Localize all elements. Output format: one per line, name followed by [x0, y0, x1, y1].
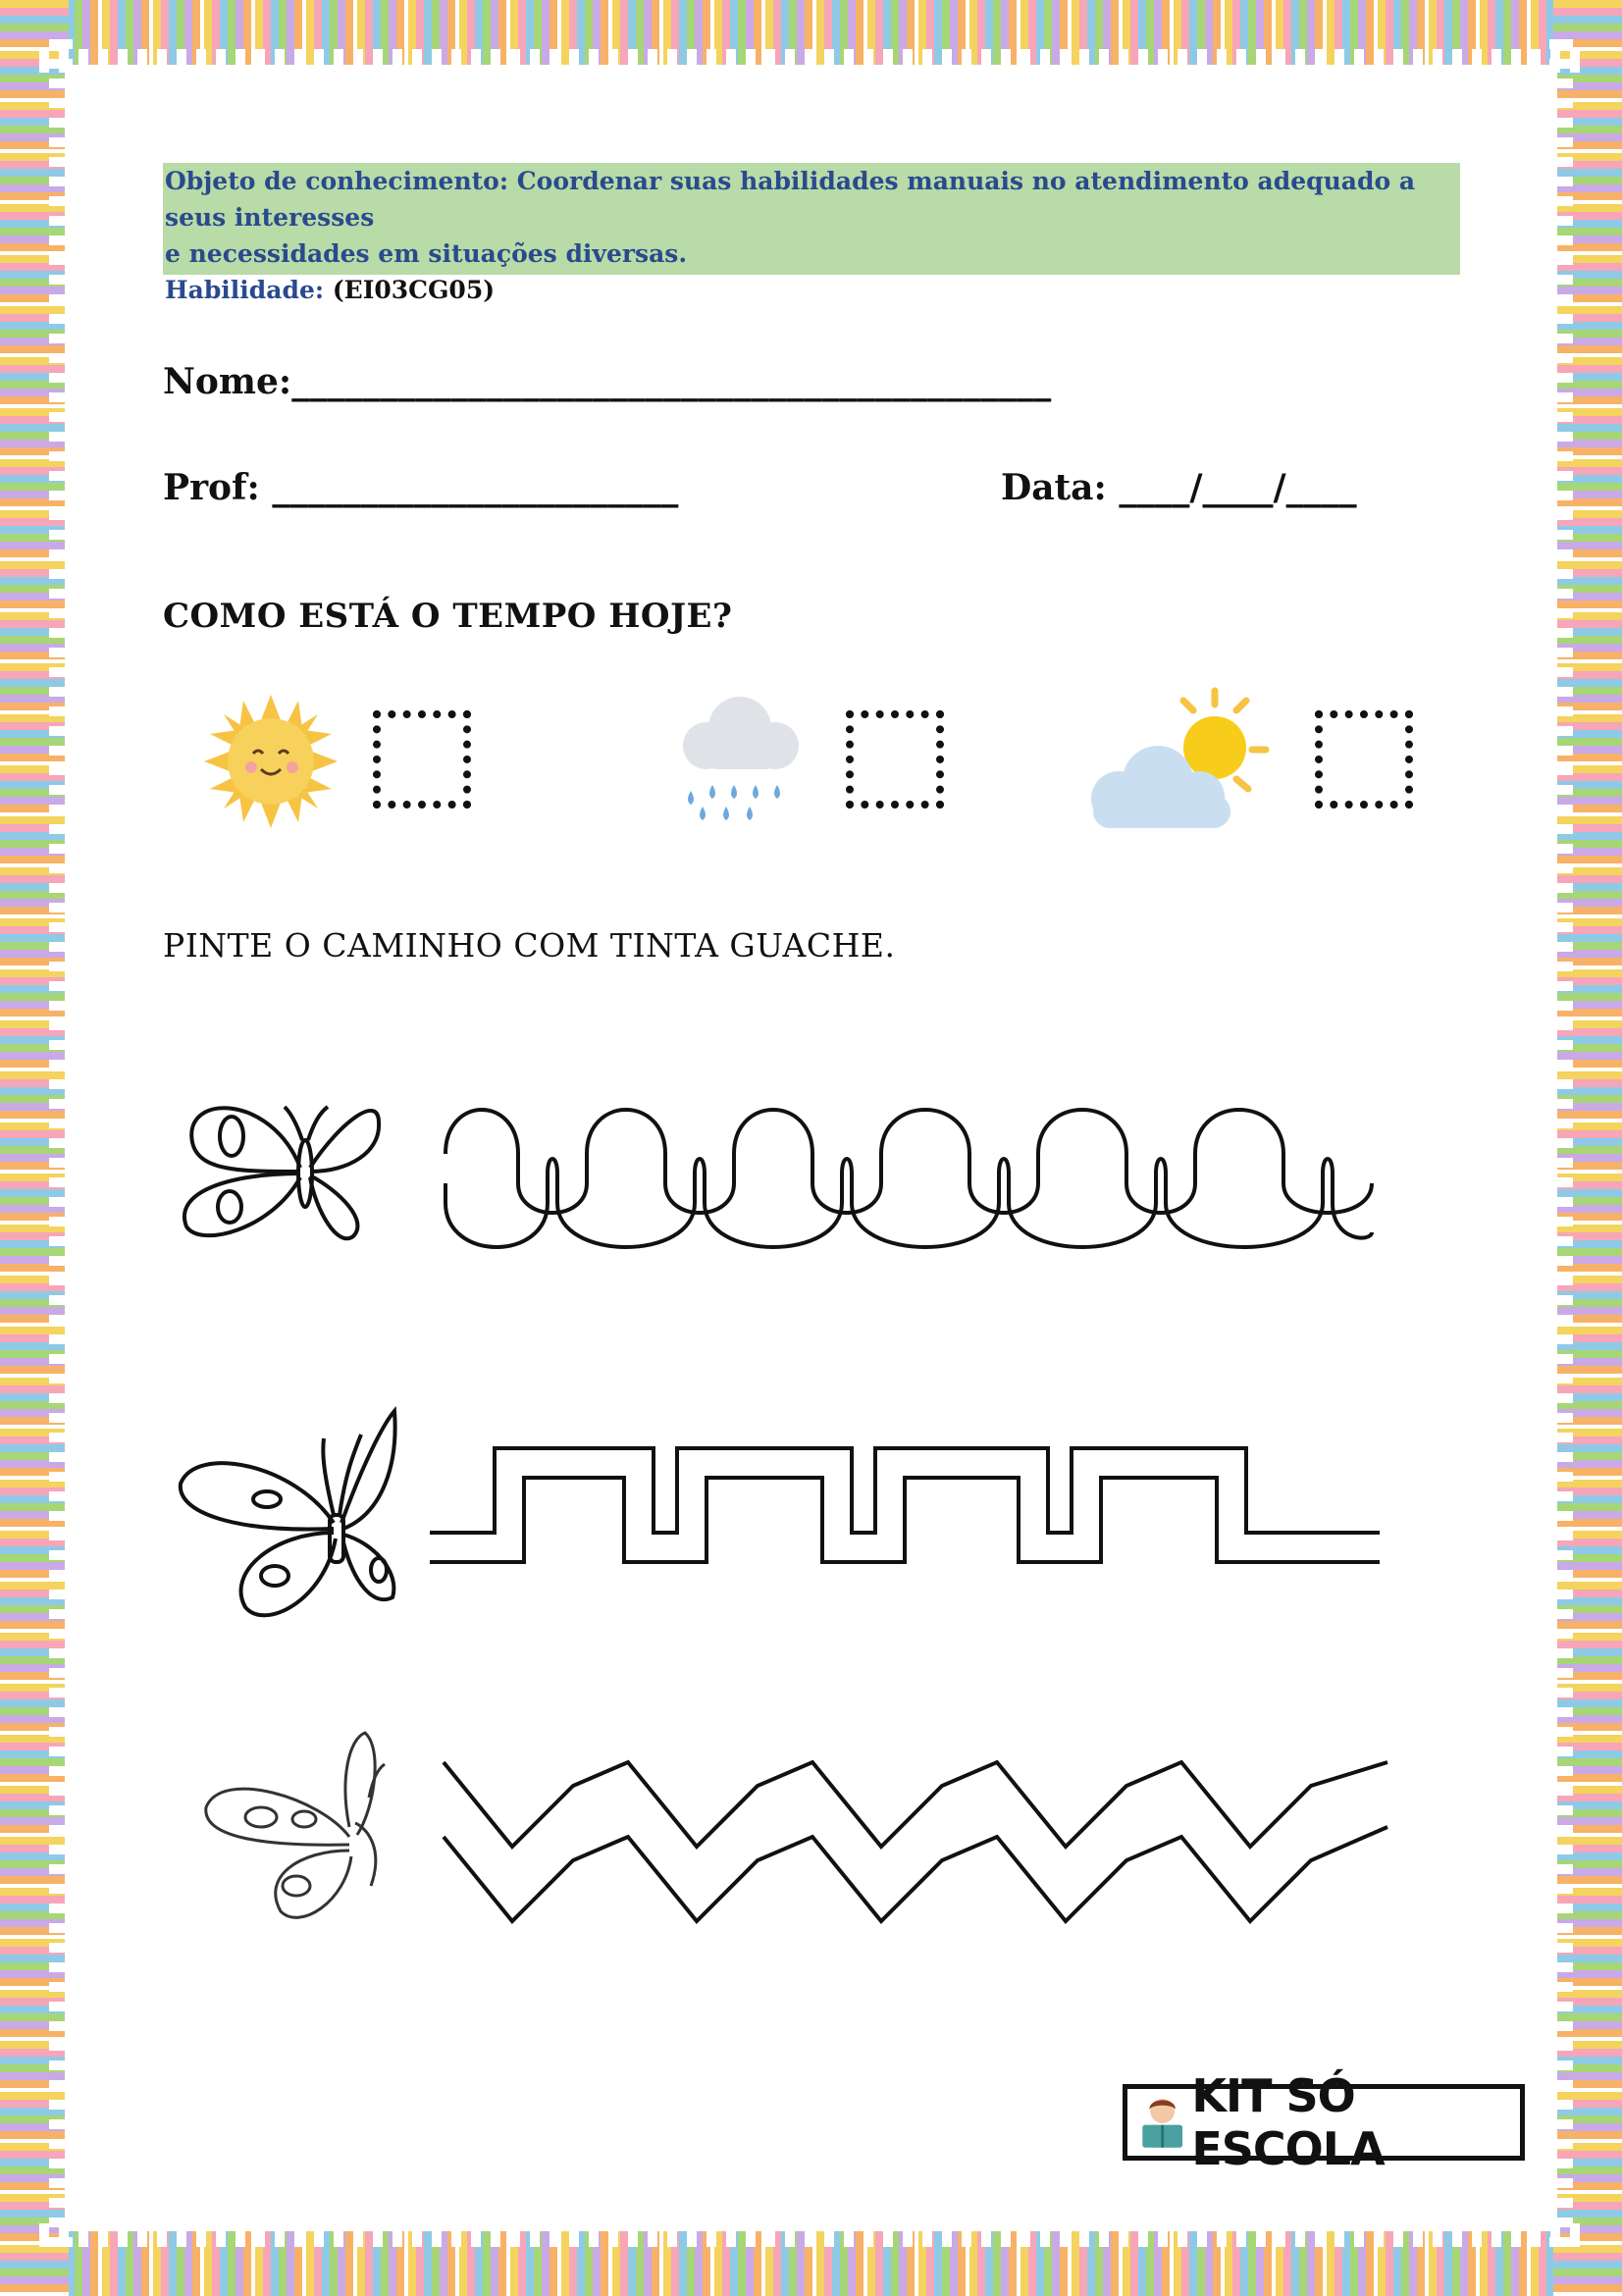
activity-instruction: PINTE O CAMINHO COM TINTA GUACHE.: [163, 926, 896, 965]
objective-line-2: e necessidades em situações diversas.: [165, 239, 688, 268]
student-reading-icon: [1137, 2092, 1187, 2153]
habilidade-line: [165, 272, 1458, 308]
rain-cloud-icon: [671, 693, 809, 830]
wave-path: [440, 1075, 1382, 1272]
butterfly-icon: [177, 1405, 402, 1631]
square-wave-path: [430, 1442, 1382, 1590]
habilidade-value: (EI03CG05): [332, 276, 496, 304]
rain-checkbox[interactable]: [846, 710, 944, 809]
partly-cloudy-icon: [1079, 687, 1276, 834]
brand-logo: [1123, 2069, 1525, 2175]
weather-question: COMO ESTÁ O TEMPO HOJE?: [163, 597, 733, 636]
teacher-field[interactable]: Prof: _______________________: [163, 467, 679, 508]
date-field[interactable]: Data: ____/____/____: [1001, 467, 1357, 508]
objective-banner: [163, 163, 1460, 304]
butterfly-icon: [202, 1729, 398, 1925]
zigzag-path: [440, 1739, 1391, 1935]
name-field[interactable]: Nome:___________________________________________: [163, 361, 1052, 402]
butterfly-icon: [173, 1083, 389, 1250]
sun-icon: [202, 693, 340, 830]
brand-text: KIT SÓ ESCOLA: [1191, 2069, 1385, 2175]
objective-line-1: Objeto de conhecimento: Coordenar suas habilidades manuais no atendimento adequado a seus interesses: [165, 167, 1416, 232]
habilidade-label: Habilidade:: [165, 276, 325, 304]
partly-cloudy-checkbox[interactable]: [1315, 710, 1413, 809]
sun-checkbox[interactable]: [373, 710, 471, 809]
